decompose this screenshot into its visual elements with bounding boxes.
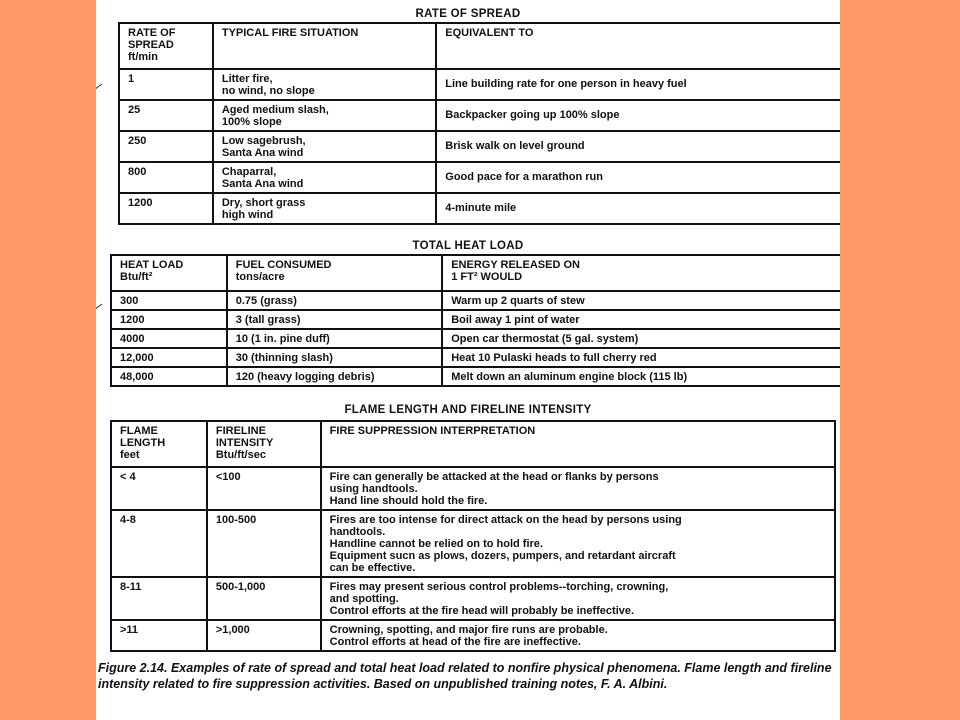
column-header: ENERGY RELEASED ON 1 FT² WOULD	[442, 255, 840, 291]
table-cell: Dry, short grass high wind	[213, 193, 436, 224]
table-header-row	[111, 421, 835, 467]
table-cell: 100-500	[207, 510, 321, 577]
table-cell: 25	[119, 100, 213, 131]
column-header: RATE OF SPREAD ft/min	[119, 23, 213, 69]
table-header-row	[111, 255, 840, 291]
table-cell: Crowning, spotting, and major fire runs are probable. Control efforts at head of the fire are ineffective.	[321, 620, 835, 651]
table-row	[111, 467, 835, 510]
table-cell: Aged medium slash, 100% slope	[213, 100, 436, 131]
margin-mark	[96, 84, 108, 100]
table-cell: 48,000	[111, 367, 227, 386]
table-cell: 300	[111, 291, 227, 310]
figure-caption	[98, 660, 840, 692]
table-cell: < 4	[111, 467, 207, 510]
table-row	[111, 510, 835, 577]
column-header: EQUIVALENT TO	[436, 23, 840, 69]
table-row	[111, 577, 835, 620]
table-cell: <100	[207, 467, 321, 510]
table-cell: 0.75 (grass)	[227, 291, 442, 310]
table-cell: Brisk walk on level ground	[436, 131, 840, 162]
margin-mark	[96, 304, 108, 320]
table-row	[119, 100, 840, 131]
table-row	[119, 193, 840, 224]
table-cell: Backpacker going up 100% slope	[436, 100, 840, 131]
table-cell: Chaparral, Santa Ana wind	[213, 162, 436, 193]
table-row	[111, 310, 840, 329]
table-row	[111, 620, 835, 651]
table-cell: >1,000	[207, 620, 321, 651]
table-cell: Good pace for a marathon run	[436, 162, 840, 193]
table-cell: Open car thermostat (5 gal. system)	[442, 329, 840, 348]
table-cell: 4-minute mile	[436, 193, 840, 224]
table-cell: Boil away 1 pint of water	[442, 310, 840, 329]
total-heat-load-title: TOTAL HEAT LOAD	[412, 240, 524, 252]
table-row	[119, 131, 840, 162]
table-cell: Litter fire, no wind, no slope	[213, 69, 436, 100]
table-header-row	[119, 23, 840, 69]
table-cell: 120 (heavy logging debris)	[227, 367, 442, 386]
table-row	[119, 69, 840, 100]
column-header: FLAME LENGTH feet	[111, 421, 207, 467]
table-cell: >11	[111, 620, 207, 651]
document-page	[96, 0, 840, 720]
figure-caption-text: Examples of rate of spread and total heat load related to nonfire physical phenomena. Flame length and fireline intensity related to fire suppression activities. Based on unpublished training notes, F. A. Albini.	[98, 661, 832, 691]
table-cell: Melt down an aluminum engine block (115 lb)	[442, 367, 840, 386]
rate-of-spread-title: RATE OF SPREAD	[415, 8, 521, 20]
table-cell: Line building rate for one person in heavy fuel	[436, 69, 840, 100]
table-cell: 1	[119, 69, 213, 100]
table-cell: 1200	[111, 310, 227, 329]
table-cell: 1200	[119, 193, 213, 224]
column-header: FUEL CONSUMED tons/acre	[227, 255, 442, 291]
table-cell: Fires may present serious control problems--torching, crowning, and spotting. Control efforts at the fire head will probably be ineffective.	[321, 577, 835, 620]
table-row	[111, 291, 840, 310]
table-cell: Fires are too intense for direct attack on the head by persons using handtools. Handline cannot be relied on to hold fire. Equipment sucn as plows, dozers, pumpers, and retardant aircraft can be effective.	[321, 510, 835, 577]
table-cell: 250	[119, 131, 213, 162]
table-cell: 500-1,000	[207, 577, 321, 620]
table-cell: 30 (thinning slash)	[227, 348, 442, 367]
table-cell: Low sagebrush, Santa Ana wind	[213, 131, 436, 162]
figure-label: Figure 2.14.	[98, 661, 168, 675]
table-cell: Warm up 2 quarts of stew	[442, 291, 840, 310]
table-row	[119, 162, 840, 193]
table-cell: 12,000	[111, 348, 227, 367]
flame-length-title: FLAME LENGTH AND FIRELINE INTENSITY	[344, 404, 592, 416]
column-header: FIRE SUPPRESSION INTERPRETATION	[321, 421, 835, 467]
table-cell: 4-8	[111, 510, 207, 577]
table-cell: Fire can generally be attacked at the head or flanks by persons using handtools. Hand line should hold the fire.	[321, 467, 835, 510]
column-header: FIRELINE INTENSITY Btu/ft/sec	[207, 421, 321, 467]
table-cell: Heat 10 Pulaski heads to full cherry red	[442, 348, 840, 367]
table-cell: 8-11	[111, 577, 207, 620]
flame-length-table	[110, 420, 836, 652]
table-row	[111, 348, 840, 367]
table-cell: 10 (1 in. pine duff)	[227, 329, 442, 348]
table-cell: 800	[119, 162, 213, 193]
table-cell: 3 (tall grass)	[227, 310, 442, 329]
column-header: TYPICAL FIRE SITUATION	[213, 23, 436, 69]
table-row	[111, 329, 840, 348]
column-header: HEAT LOAD Btu/ft²	[111, 255, 227, 291]
table-row	[111, 367, 840, 386]
table-cell: 4000	[111, 329, 227, 348]
total-heat-load-table	[110, 254, 840, 387]
rate-of-spread-table	[118, 22, 840, 225]
